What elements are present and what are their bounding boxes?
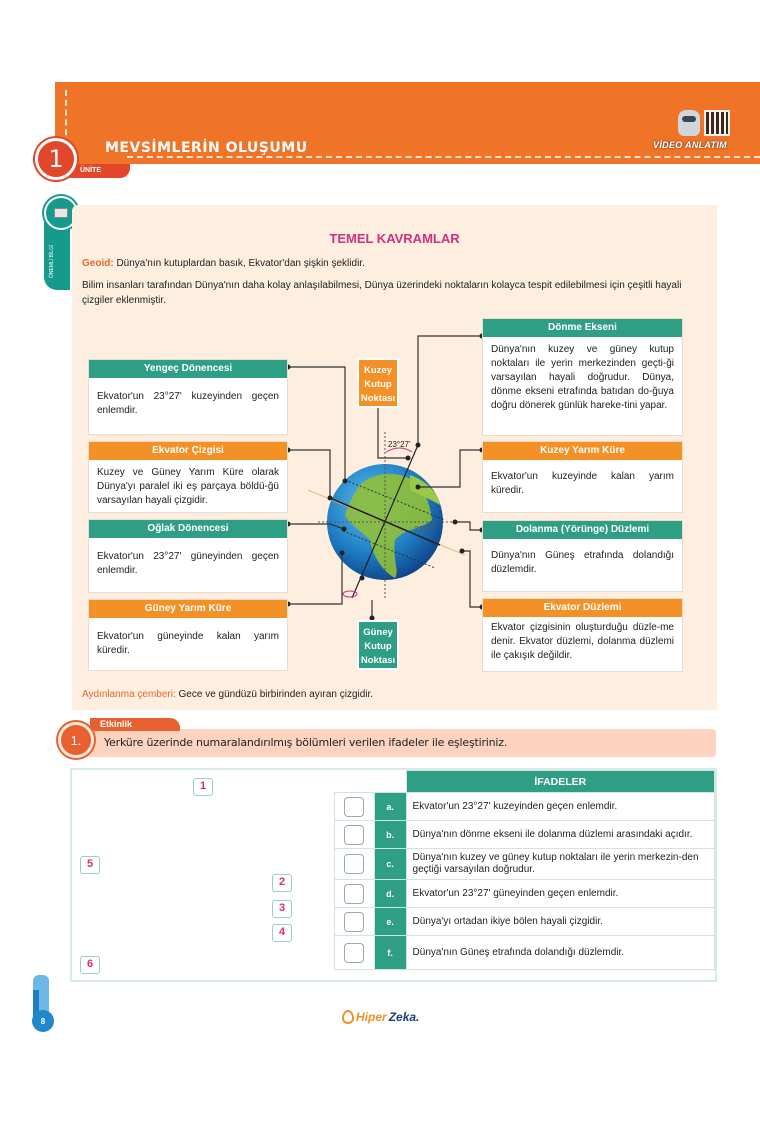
card-oglak-donencesi bbox=[88, 519, 288, 593]
row-text: Dünya'yı ortadan ikiye bölen hayali çizgidir. bbox=[406, 908, 714, 936]
table-row bbox=[335, 821, 715, 849]
intro-text: Bilim insanları tarafından Dünya'nın daha kolay anlaşılabilmesi, Dünya üzerindeki noktaların kolayca tespit edilebilmesi için çeşitli hayali çizgiler eklenmiştir. bbox=[82, 280, 682, 306]
card-ekvator-duzlemi bbox=[482, 598, 683, 672]
card-title: Ekvator Çizgisi bbox=[89, 442, 287, 460]
side-tab-label: ÖNEMLİ BİLGİ bbox=[49, 244, 55, 278]
terminator-term: Aydınlanma çemberi: bbox=[82, 689, 176, 700]
card-title: Güney Yarım Küre bbox=[89, 600, 287, 618]
card-donme-ekseni bbox=[482, 318, 683, 436]
card-title: Oğlak Dönencesi bbox=[89, 520, 287, 538]
card-title: Ekvator Düzlemi bbox=[483, 599, 682, 617]
answer-box-f[interactable] bbox=[344, 943, 364, 963]
globe-label-1: 1 bbox=[193, 778, 213, 796]
south-pole-label: Güney Kutup Noktası bbox=[357, 620, 399, 670]
card-text: Ekvator çizgisinin oluşturduğu düzle-me denir. Ekvator düzlemi, dolanma düzlemi ile çakışık değildir. bbox=[491, 622, 674, 661]
activity-number: 1. bbox=[58, 722, 94, 758]
table-row bbox=[335, 936, 715, 970]
globe-label-4: 4 bbox=[272, 924, 292, 942]
card-yengec-donencesi bbox=[88, 359, 288, 435]
card-guney-yarim-kure bbox=[88, 599, 288, 671]
geoid-text: Dünya'nın kutuplardan basık, Ekvator'dan şişkin şeklidir. bbox=[113, 258, 365, 269]
card-text: Dünya'nın kuzey ve güney kutup noktaları ile yerin merkezinden geçti-ği varsayılan hayali doğrudur. Dünya, dönme ekseni etrafında batıdan do-ğuya doğru dönerek günlük hareke-tini yapar. bbox=[491, 344, 674, 411]
row-text: Dünya'nın Güneş etrafında dolandığı düzlemdir. bbox=[406, 936, 714, 970]
north-pole-label: Kuzey Kutup Noktası bbox=[357, 358, 399, 408]
card-text: Ekvator'un güneyinde kalan yarım küredir. bbox=[97, 631, 279, 656]
unit-title: MEVSİMLERİN OLUŞUMU bbox=[105, 140, 308, 156]
globe-label-2: 2 bbox=[272, 874, 292, 892]
row-text: Dünya'nın dönme ekseni ile dolanma düzlemi arasındaki açıdır. bbox=[406, 821, 714, 849]
answer-box-e[interactable] bbox=[344, 912, 364, 932]
row-letter: c. bbox=[374, 849, 406, 880]
activity-tag: Etkinlik bbox=[90, 718, 180, 731]
geoid-term: Geoid: bbox=[82, 258, 114, 269]
brand-logo bbox=[342, 1010, 419, 1024]
video-label: VİDEO ANLATIM bbox=[653, 140, 727, 150]
row-letter: b. bbox=[374, 821, 406, 849]
unit-label: ÜNİTE bbox=[62, 164, 130, 178]
row-letter: a. bbox=[374, 793, 406, 821]
table-header: İFADELER bbox=[406, 771, 714, 793]
brand-egg-icon bbox=[342, 1010, 354, 1024]
rotation-arrow-icon bbox=[343, 591, 357, 597]
card-title: Kuzey Yarım Küre bbox=[483, 442, 682, 460]
terminator-text: Gece ve gündüzü birbirinden ayıran çizgidir. bbox=[175, 689, 374, 700]
concepts-title: TEMEL KAVRAMLAR bbox=[329, 231, 460, 246]
table-row bbox=[335, 880, 715, 908]
card-title: Yengeç Dönencesi bbox=[89, 360, 287, 378]
expressions-table bbox=[334, 770, 715, 970]
card-text: Ekvator'un 23°27' güneyinden geçen enlemdir. bbox=[97, 551, 279, 576]
card-dolanma-duzlemi bbox=[482, 520, 683, 592]
table-row bbox=[335, 793, 715, 821]
table-row bbox=[335, 849, 715, 880]
row-text: Ekvator'un 23°27' güneyinden geçen enlemdir. bbox=[406, 880, 714, 908]
row-text: Dünya'nın kuzey ve güney kutup noktaları ile yerin merkezin-den geçtiği varsayılan doğrudur. bbox=[406, 849, 714, 880]
table-row bbox=[335, 908, 715, 936]
activity-instruction-bar bbox=[82, 729, 716, 757]
row-letter: d. bbox=[374, 880, 406, 908]
card-title: Dönme Ekseni bbox=[483, 319, 682, 337]
answer-box-b[interactable] bbox=[344, 825, 364, 845]
card-title: Dolanma (Yörünge) Düzlemi bbox=[483, 521, 682, 539]
card-ekvator-cizgisi bbox=[88, 441, 288, 513]
brand-name-a: Hiper bbox=[356, 1010, 387, 1024]
card-text: Ekvator'un 23°27' kuzeyinden geçen enlemdir. bbox=[97, 391, 279, 416]
globe-label-3: 3 bbox=[272, 900, 292, 918]
angle-right-label: 23°27' bbox=[414, 525, 437, 534]
card-text: Ekvator'un kuzeyinde kalan yarım küredir. bbox=[491, 471, 674, 496]
answer-box-a[interactable] bbox=[344, 797, 364, 817]
brand-name-b: Zeka. bbox=[388, 1010, 420, 1024]
answer-box-c[interactable] bbox=[344, 854, 364, 874]
row-letter: e. bbox=[374, 908, 406, 936]
answer-box-d[interactable] bbox=[344, 884, 364, 904]
page-number: 8 bbox=[32, 1010, 54, 1032]
angle-top-label: 23°27' bbox=[388, 440, 411, 449]
row-text: Ekvator'un 23°27' kuzeyinden geçen enlemdir. bbox=[406, 793, 714, 821]
activity-instruction: Yerküre üzerinde numaralandırılmış bölümleri verilen ifadeler ile eşleştiriniz. bbox=[104, 736, 508, 749]
globe-label-6: 6 bbox=[80, 956, 100, 974]
card-kuzey-yarim-kure bbox=[482, 441, 683, 513]
globe-label-5: 5 bbox=[80, 856, 100, 874]
card-text: Dünya'nın Güneş etrafında dolandığı düzlemdir. bbox=[491, 550, 674, 575]
card-text: Kuzey ve Güney Yarım Küre olarak Dünya'yı paralel iki eş parçaya böldü-ğü varsayılan hayali çizgidir. bbox=[97, 467, 279, 506]
unit-number-badge: 1 bbox=[35, 138, 77, 180]
matching-exercise bbox=[70, 768, 717, 982]
row-letter: f. bbox=[374, 936, 406, 970]
